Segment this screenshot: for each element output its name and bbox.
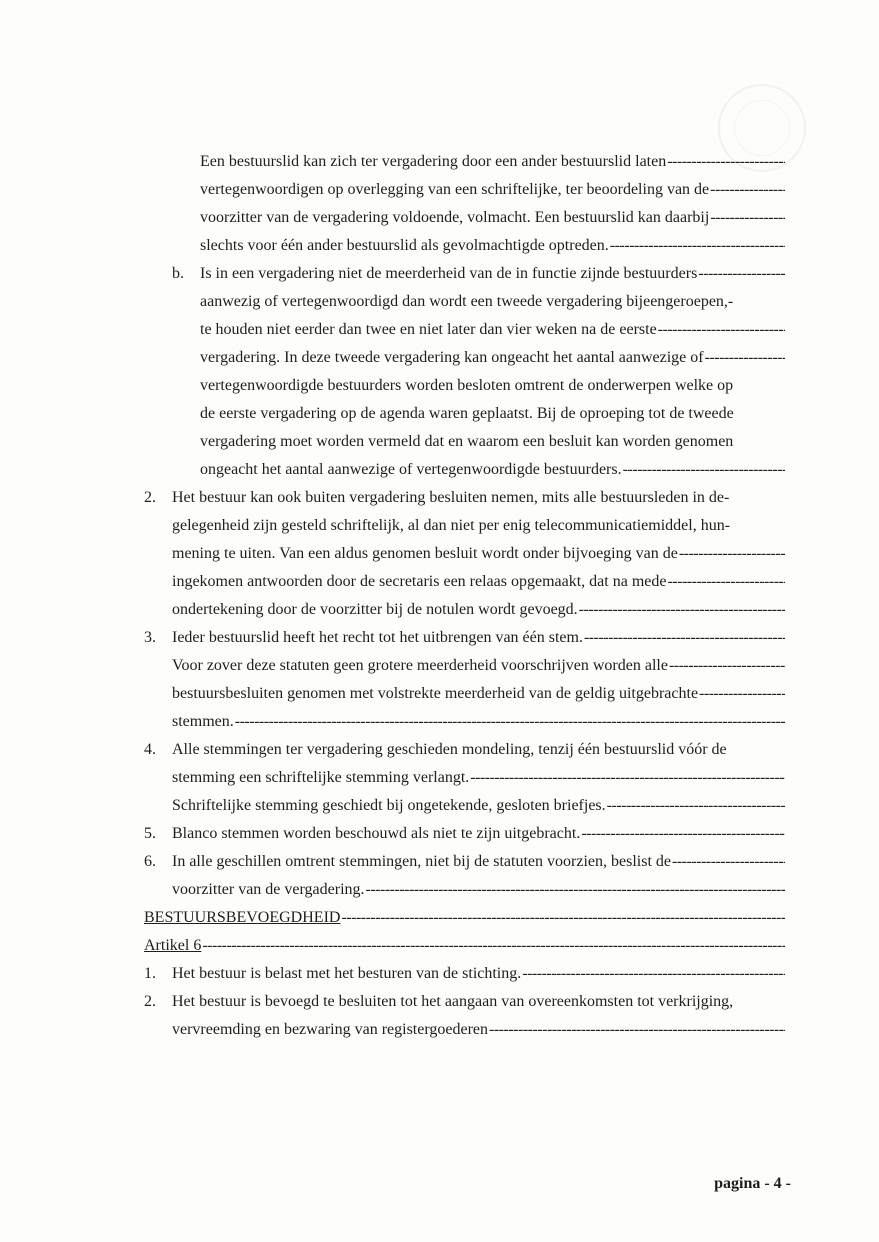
- line-text: stemming een schriftelijke stemming verlangt.: [172, 769, 470, 786]
- text-line: [172, 1016, 785, 1044]
- text-line: [200, 204, 785, 232]
- line-text: stemmen.: [172, 713, 234, 730]
- page-number: pagina - 4 -: [714, 1175, 791, 1192]
- line-text: Is in een vergadering niet de meerderheid van de in functie zijnde bestuurders: [200, 265, 698, 282]
- text-line: [200, 344, 785, 372]
- text-line: [200, 400, 785, 428]
- line-text: vertegenwoordigen op overlegging van een schriftelijke, ter beoordeling van de: [200, 181, 710, 198]
- line-text: Het bestuur is bevoegd te besluiten tot het aangaan van overeenkomsten tot verkrijging,: [172, 993, 734, 1010]
- dash-filler: [489, 1016, 785, 1044]
- dash-filler: [710, 176, 785, 204]
- text-line: [172, 540, 785, 568]
- dash-filler: [667, 568, 785, 596]
- dash-filler: [579, 596, 785, 624]
- text-line: [200, 288, 785, 316]
- dash-filler: [679, 540, 785, 568]
- text-line: [172, 596, 785, 624]
- line-text: vervreemding en bezwaring van registergoederen: [172, 1021, 489, 1038]
- text-line: [172, 764, 785, 792]
- list-number: 1.: [144, 965, 156, 982]
- list-number: 2.: [144, 489, 156, 506]
- line-text: vertegenwoordigde bestuurders worden besloten omtrent de onderwerpen welke op: [200, 377, 734, 394]
- line-text: ongeacht het aantal aanwezige of vertegenwoordigde bestuurders.: [200, 461, 622, 478]
- line-text: Een bestuurslid kan zich ter vergadering door een ander bestuurslid laten: [200, 153, 667, 170]
- dash-filler: [522, 960, 785, 988]
- text-line: [172, 512, 785, 540]
- section-title: BESTUURSBEVOEGDHEID: [144, 909, 341, 926]
- list-item-2: [144, 484, 785, 512]
- line-text: aanwezig of vertegenwoordigd dan wordt een tweede vergadering bijeengeroepen,-: [200, 293, 734, 310]
- dash-filler: [584, 624, 785, 652]
- line-text: Blanco stemmen worden beschouwd als niet te zijn uitgebracht.: [172, 825, 581, 842]
- section-heading: [144, 904, 785, 932]
- text-line: [172, 876, 785, 904]
- list-number: 6.: [144, 853, 156, 870]
- line-text: mening te uiten. Van een aldus genomen besluit wordt onder bijvoeging van de: [172, 545, 678, 562]
- line-text: vergadering. In deze tweede vergadering kan ongeacht het aantal aanwezige of: [200, 349, 704, 366]
- dash-filler: [623, 456, 785, 484]
- text-line: [172, 680, 785, 708]
- line-text: te houden niet eerder dan twee en niet later dan vier weken na de eerste: [200, 321, 657, 338]
- dash-filler: [658, 316, 785, 344]
- article-title: Artikel 6: [144, 937, 202, 954]
- article-heading: [144, 932, 785, 960]
- line-text: Het bestuur kan ook buiten vergadering besluiten nemen, mits alle bestuursleden in de-: [172, 489, 730, 506]
- line-text: Het bestuur is belast met het besturen van de stichting.: [172, 965, 522, 982]
- line-text: bestuursbesluiten genomen met volstrekte meerderheid van de geldig uitgebrachte: [172, 685, 699, 702]
- dash-filler: [366, 876, 785, 904]
- list-item-1: [144, 960, 785, 988]
- line-text: slechts voor één ander bestuurslid als gevolmachtigde optreden.: [200, 237, 609, 254]
- text-line: [172, 792, 785, 820]
- dash-filler: [667, 148, 785, 176]
- line-text: Schriftelijke stemming geschiedt bij ongetekende, gesloten briefjes.: [172, 797, 606, 814]
- text-line: [172, 708, 785, 736]
- dash-filler: [705, 344, 785, 372]
- line-text: ingekomen antwoorden door de secretaris een relaas opgemaakt, dat na mede: [172, 573, 667, 590]
- line-text: gelegenheid zijn gesteld schriftelijk, al dan niet per enig telecommunicatiemiddel, hun-: [172, 517, 731, 534]
- text-line: [172, 568, 785, 596]
- list-item-5: [144, 820, 785, 848]
- list-number: b.: [172, 265, 184, 282]
- dash-filler: [698, 260, 785, 288]
- list-number: 4.: [144, 741, 156, 758]
- text-line: [200, 316, 785, 344]
- line-text: Ieder bestuurslid heeft het recht tot het uitbrengen van één stem.: [172, 629, 583, 646]
- text-line: [172, 652, 785, 680]
- line-text: vergadering moet worden vermeld dat en waarom een besluit kan worden genomen: [200, 433, 734, 450]
- line-text: voorzitter van de vergadering.: [172, 881, 365, 898]
- dash-filler: [607, 792, 785, 820]
- line-text: ondertekening door de voorzitter bij de notulen wordt gevoegd.: [172, 601, 578, 618]
- dash-filler: [710, 204, 785, 232]
- line-text: voorzitter van de vergadering voldoende, volmacht. Een bestuurslid kan daarbij: [200, 209, 710, 226]
- line-text: In alle geschillen omtrent stemmingen, niet bij de statuten voorzien, beslist de: [172, 853, 671, 870]
- text-line: [200, 456, 785, 484]
- list-number: 5.: [144, 825, 156, 842]
- dash-filler: [341, 904, 785, 932]
- dash-filler: [581, 820, 785, 848]
- text-line: [200, 232, 785, 260]
- dash-filler: [699, 680, 785, 708]
- dash-filler: [610, 232, 785, 260]
- text-line: [200, 176, 785, 204]
- list-item-2: [144, 988, 785, 1016]
- dash-filler: [202, 932, 785, 960]
- list-number: 2.: [144, 993, 156, 1010]
- line-text: de eerste vergadering op de agenda waren geplaatst. Bij de oproeping tot de tweede: [200, 405, 734, 422]
- dash-filler: [470, 764, 785, 792]
- list-item-3: [144, 624, 785, 652]
- list-item-6: [144, 848, 785, 876]
- dash-filler: [669, 652, 785, 680]
- text-line: [200, 148, 785, 176]
- line-text: Alle stemmingen ter vergadering geschieden mondeling, tenzij één bestuurslid vóór de: [172, 741, 727, 758]
- dash-filler: [672, 848, 785, 876]
- dash-filler: [235, 708, 785, 736]
- list-item-4: [144, 736, 785, 764]
- list-number: 3.: [144, 629, 156, 646]
- line-text: Voor zover deze statuten geen grotere meerderheid voorschrijven worden alle: [172, 657, 668, 674]
- list-item-b: [172, 260, 785, 288]
- text-line: [200, 372, 785, 400]
- text-line: [200, 428, 785, 456]
